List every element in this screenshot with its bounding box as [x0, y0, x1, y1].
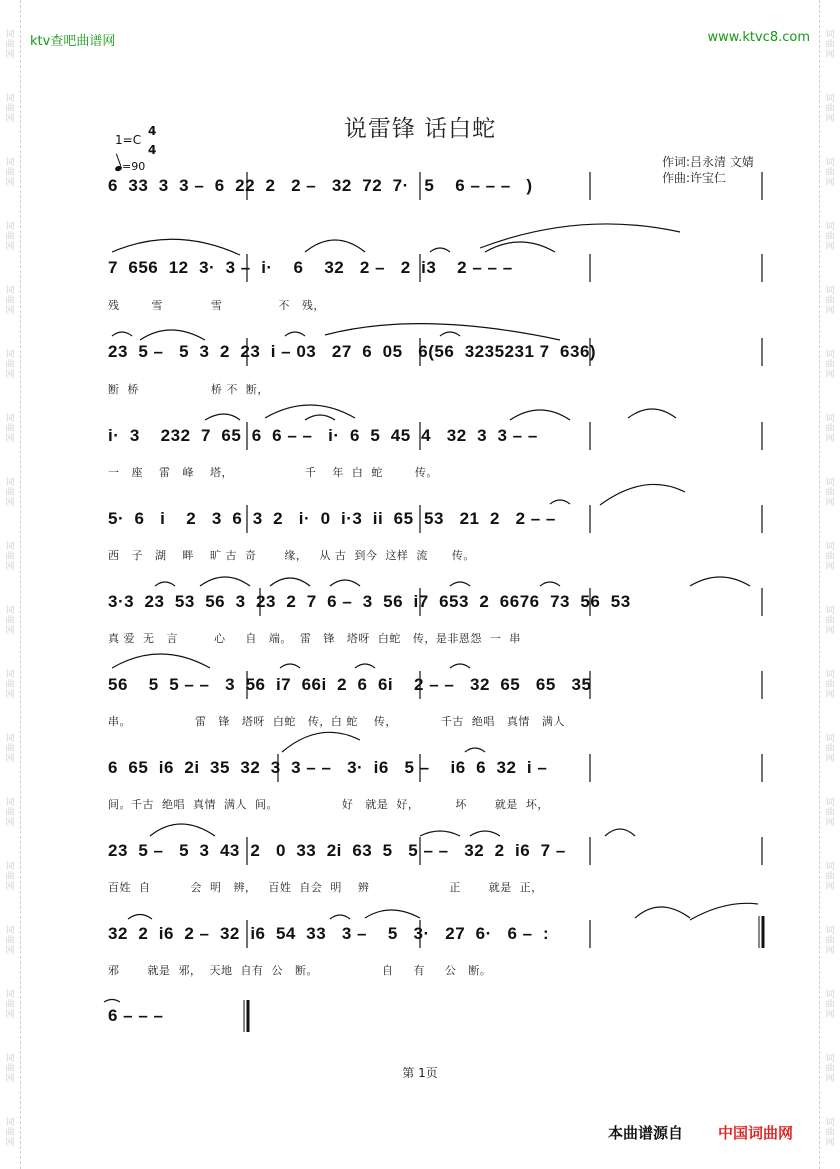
notation-row-8: 6 65 i6 2i 35 32 3 3 – – 3· i6 5 – i6 6 32 i – — [108, 758, 548, 777]
side-watermark-mark: 词 曲 网 — [5, 1054, 15, 1084]
lyric-row-3: 断 桥 桥 不 断， — [108, 383, 269, 396]
side-watermark-mark: 词 曲 网 — [825, 350, 835, 380]
side-watermark-mark: 词 曲 网 — [5, 734, 15, 764]
notation-row-6: 3·3 23 53 56 3 23 2 7 6 – 3 56 i7 653 2 6676 73 56 53 — [108, 592, 631, 611]
composer-credit: 作曲:许宝仁 — [662, 171, 727, 185]
notation-row-5: 5· 6 i 2 3 6 3 2 i· 0 i·3 ii 65 53 21 2 2 – – — [108, 509, 556, 528]
tempo-marking — [115, 160, 145, 173]
side-watermark-mark: 词 曲 网 — [5, 350, 15, 380]
lyric-row-2: 残 雪 雪 不 残， — [108, 299, 325, 312]
side-watermark-mark: 词 曲 网 — [825, 606, 835, 636]
lyric-row-9: 百姓 自 会 明 辨， 百姓 自会 明 辨 正 就是 正， — [108, 881, 543, 894]
source-label: 本曲谱源自 — [608, 1124, 684, 1142]
side-watermark-mark: 词 曲 网 — [825, 414, 835, 444]
lyric-row-8: 间。千古 绝唱 真情 满人 间。 好 就是 好， 坏 就是 坏， — [108, 798, 549, 811]
key-signature: 1=C — [115, 133, 142, 147]
side-watermark-mark: 词 曲 网 — [5, 542, 15, 572]
side-watermark-mark: 词 曲 网 — [5, 670, 15, 700]
notation-row-7: 56 5 5 – – 3 56 i7 66i 2 6 6i 2 – – 32 65 65 35 — [108, 675, 592, 694]
side-watermark-mark: 词 曲 网 — [825, 94, 835, 124]
notation-row-10: 32 2 i6 2 – 32 i6 54 33 3 – 5 3· 27 6· 6 – : — [108, 924, 550, 943]
notation-row-2: 7 656 12 3· 3 – i· 6 32 2 – 2 i3 2 – – – — [108, 258, 513, 277]
side-watermark-mark: 词 曲 网 — [5, 1118, 15, 1148]
notation-row-3: 23 5 – 5 3 2 23 i – 03 27 6 05 6(56 3235231 7 636) — [108, 342, 597, 361]
side-watermark-mark: 词 曲 网 — [5, 94, 15, 124]
side-watermark-mark: 词 曲 网 — [825, 222, 835, 252]
lyric-row-5: 西 子 湖 畔 旷 古 奇 缘， 从 古 到今 这样 流 传。 — [108, 549, 475, 562]
side-watermark-mark: 词 曲 网 — [825, 478, 835, 508]
tempo-value: =90 — [122, 160, 146, 173]
side-watermark-mark: 词 曲 网 — [825, 990, 835, 1020]
side-watermark-mark: 词 曲 网 — [825, 1054, 835, 1084]
time-signature-bottom: 4 — [148, 143, 157, 157]
source-site-link[interactable]: 中国词曲网 — [718, 1124, 794, 1142]
side-watermark-mark: 词 曲 网 — [825, 670, 835, 700]
side-watermark-mark: 词 曲 网 — [5, 990, 15, 1020]
side-watermark-mark: 词 曲 网 — [5, 862, 15, 892]
side-watermark-mark: 词 曲 网 — [5, 414, 15, 444]
side-watermark-mark: 词 曲 网 — [5, 798, 15, 828]
lyricist-credit: 作词:吕永清 文婧 — [662, 155, 754, 169]
side-watermark-mark: 词 曲 网 — [825, 30, 835, 60]
header-site-right[interactable]: www.ktvc8.com — [707, 30, 810, 45]
notation-row-4: i· 3 232 7 65 6 6 – – i· 6 5 45 4 32 3 3 – – — [108, 426, 538, 445]
side-watermark-mark: 词 曲 网 — [825, 286, 835, 316]
side-watermark-mark: 词 曲 网 — [825, 798, 835, 828]
side-watermark-mark: 词 曲 网 — [5, 606, 15, 636]
side-watermark-mark: 词 曲 网 — [825, 158, 835, 188]
side-watermark-mark: 词 曲 网 — [825, 926, 835, 956]
lyric-row-6: 真 爱 无 言 心 自 端。 雷 锋 塔呀 白蛇 传，是非恩怨 一 串 — [108, 632, 521, 645]
side-watermark-mark: 词 曲 网 — [5, 286, 15, 316]
notation-row-1: 6 33 3 3 – 6 22 2 2 – 32 72 7· 5 6 – – – ) — [108, 176, 533, 195]
side-watermark-mark: 词 曲 网 — [5, 158, 15, 188]
side-watermark-mark: 词 曲 网 — [5, 478, 15, 508]
header-site-left[interactable]: ktv查吧曲谱网 — [30, 34, 116, 49]
side-watermark-mark: 词 曲 网 — [825, 1118, 835, 1148]
notation-row-11: 6 – – – — [108, 1006, 164, 1025]
lyric-row-10: 邪 就是 邪， 天地 自有 公 断。 自 有 公 断。 — [108, 964, 492, 977]
lyric-row-7: 串。 雷 锋 塔呀 白蛇 传，白 蛇 传， 千古 绝唱 真情 满人 — [108, 715, 565, 728]
side-watermark-mark: 词 曲 网 — [825, 862, 835, 892]
side-watermark-mark: 词 曲 网 — [5, 926, 15, 956]
time-signature-top: 4 — [148, 124, 157, 138]
side-watermark-mark: 词 曲 网 — [5, 30, 15, 60]
lyric-row-4: 一 座 雷 峰 塔， 千 年 白 蛇 传。 — [108, 466, 438, 479]
side-watermark-mark: 词 曲 网 — [5, 222, 15, 252]
side-watermark-mark: 词 曲 网 — [825, 734, 835, 764]
song-title: 说雷锋 话白蛇 — [343, 116, 497, 142]
side-watermark-mark: 词 曲 网 — [825, 542, 835, 572]
notation-row-9: 23 5 – 5 3 43 2 0 33 2i 63 5 5 – – 32 2 i6 7 – — [108, 841, 566, 860]
page-number: 第 1页 — [402, 1066, 438, 1080]
